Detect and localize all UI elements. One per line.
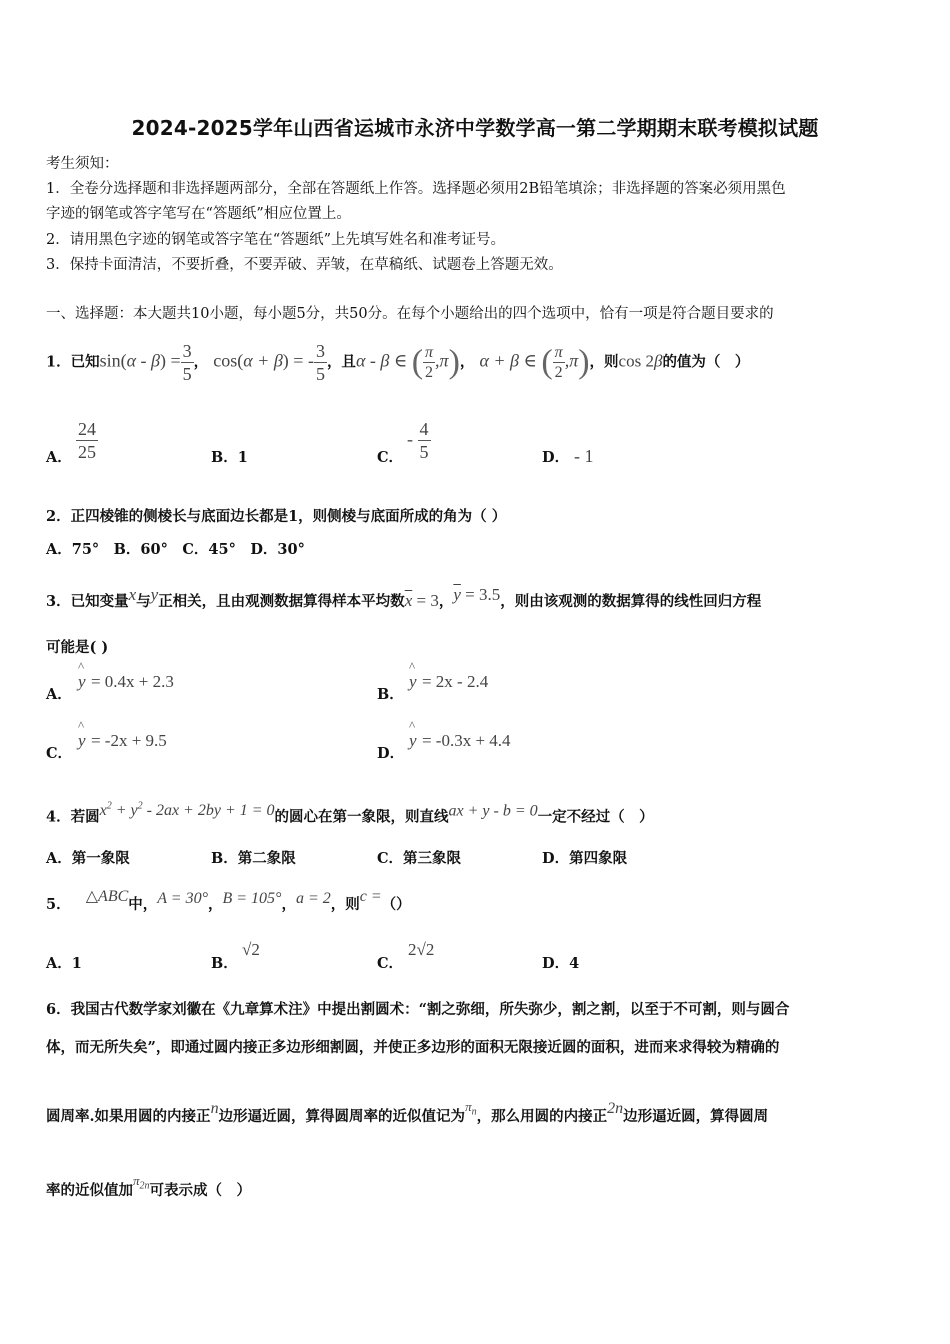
notice-line-1b: 字迹的钢笔或答字笔写在“答题纸”相应位置上。 — [46, 206, 351, 222]
q5-option-c-value: 2√2 — [408, 940, 435, 959]
q3-option-a-eq: ^ y = 0.4x + 2.3 — [78, 672, 174, 692]
q3-option-d[interactable]: D． — [377, 745, 405, 762]
q4-option-c[interactable]: C．第三象限 — [377, 850, 462, 867]
q3-option-d-eq: ^ y = -0.3x + 4.4 — [409, 731, 511, 751]
question-4: 4．若圆$x^2 + y^2 - 2ax + 2by + 1 = 0$的圆心在第一象限，则直线ax + y - b = 0一定不经过（ ） — [46, 801, 654, 826]
q5-option-a[interactable]: A．1 — [46, 955, 82, 972]
question-5: 5． △ABC中，A = 30°，B = 105°，a = 2，则c =（） — [46, 888, 411, 913]
q3-option-c[interactable]: C． — [46, 745, 73, 762]
q3-continued: 可能是( ) — [46, 639, 109, 656]
question-3: 3．已知变量x与y正相关，且由观测数据算得样本平均数$\overline{x} = 3$，$\overline{y} = 3.5$，则由该观测的数据算得的线性回归方程 — [46, 585, 762, 610]
q4-option-a[interactable]: A．第一象限 — [46, 850, 130, 867]
notice-line-3: 3．保持卡面清洁，不要折叠，不要弄破、弄皱，在草稿纸、试题卷上答题无效。 — [46, 257, 563, 273]
question-6-line-4: 率的近似值加$\pi_{2n}$可表示成（ ） — [46, 1173, 252, 1199]
q1-option-a-value: $\frac{24}{25}$ — [78, 419, 96, 462]
q5-option-c[interactable]: C． — [377, 955, 404, 972]
q4-option-d[interactable]: D．第四象限 — [542, 850, 628, 867]
q3-option-c-eq: ^ y = -2x + 9.5 — [78, 731, 167, 751]
notice-heading: 考生须知： — [46, 156, 119, 172]
question-2: 2．正四棱锥的侧棱长与底面边长都是1，则侧棱与底面所成的角为（ ） — [46, 508, 507, 525]
q1-option-d-value: - 1 — [574, 446, 594, 466]
q5-option-d[interactable]: D．4 — [542, 955, 580, 972]
notice-line-2: 2．请用黑色字迹的钢笔或答字笔在“答题纸”上先填写姓名和准考证号。 — [46, 232, 506, 248]
section-heading: 一、选择题：本大题共10小题，每小题5分，共50分。在每个小题给出的四个选项中，恰有一项是符合题目要求的 — [46, 306, 774, 322]
notice-line-1a: 1．全卷分选择题和非选择题两部分，全部在答题纸上作答。选择题必须用2B铅笔填涂；非选择题的答案必须用黑色 — [46, 181, 786, 197]
q1-option-c[interactable]: C． — [377, 449, 404, 466]
q1-option-b[interactable]: B．1 — [211, 449, 248, 466]
q1-option-c-value: - $\frac{4}{5}$ — [407, 419, 429, 462]
q2-options[interactable]: A．75° B．60° C．45° D．30° — [46, 541, 305, 558]
q3-option-a[interactable]: A． — [46, 686, 72, 703]
question-6-line-3: 圆周率.如果用圆的内接正n边形逼近圆，算得圆周率的近似值记为$\pi_n$，那么用圆的内接正2n边形逼近圆，算得圆周 — [46, 1099, 769, 1125]
q1-option-d[interactable]: D． — [542, 449, 570, 466]
q3-option-b[interactable]: B． — [377, 686, 404, 703]
q5-option-b[interactable]: B． — [211, 955, 238, 972]
question-6-line-1: 6．我国古代数学家刘徽在《九章算术注》中提出割圆术：“割之弥细，所失弥少，割之割，以至于不可割，则与圆合 — [46, 1001, 790, 1018]
q4-option-b[interactable]: B．第二象限 — [211, 850, 296, 867]
q1-option-a[interactable]: A． — [46, 449, 72, 466]
question-1: 1．已知sin(α - β) = $\frac{3}{5}$ ， cos(α + β) = - $\frac{3}{5}$ ，且α - β ∈ ( $\frac{\pi}{2}$ ,π)， α + β ∈ ( $\frac{\pi}{2}$ ,π)，则cos 2β的值为（ ） — [46, 341, 750, 384]
q5-option-b-value: √2 — [242, 940, 260, 959]
question-6-line-2: 体，而无所失矣”，即通过圆内接正多边形细割圆，并使正多边形的面积无限接近圆的面积，进而来求得较为精确的 — [46, 1039, 780, 1056]
q3-option-b-eq: ^ y = 2x - 2.4 — [409, 672, 488, 692]
q1-number: 1． — [46, 353, 71, 371]
fraction-3-5: $\frac{3}{5}$ — [182, 341, 192, 384]
page-title: 2024-2025学年山西省运城市永济中学数学高一第二学期期末联考模拟试题 — [131, 116, 819, 140]
